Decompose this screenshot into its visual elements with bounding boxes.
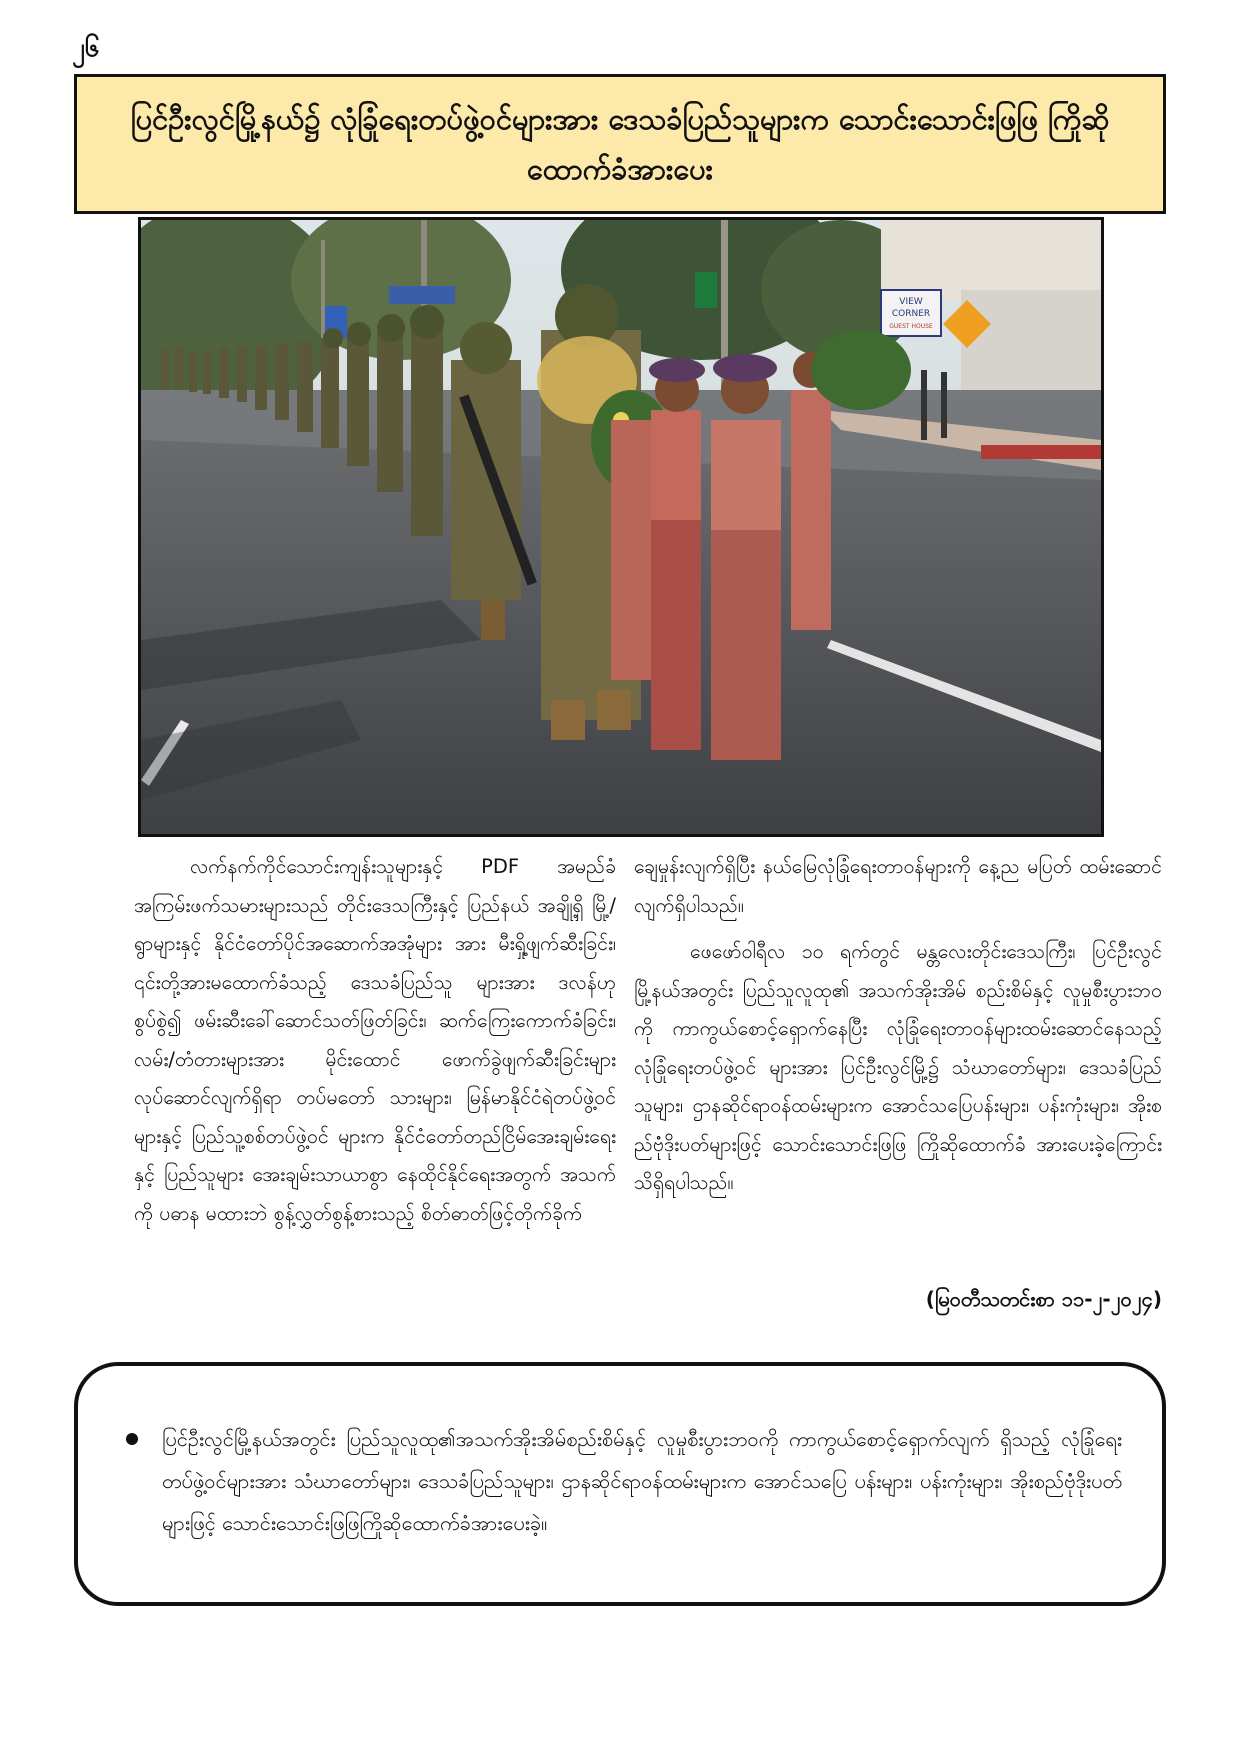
- article-paragraph-2: ဖေဖော်ဝါရီလ ၁၀ ရက်တွင် မန္တလေးတိုင်းဒေသကြီး၊ ပြင်ဦးလွင်မြို့နယ်အတွင်း ပြည်သူလူထု၏ အသက်အိုးအိမ် စည်းစိမ်နှင့် လူမှုစီးပွားဘဝကို ကာကွယ်စောင့်ရှောက်နေပြီး လုံခြုံရေးတာဝန်များထမ်းဆောင်နေသည့် လုံခြုံရေးတပ်ဖွဲ့ဝင် များအား ပြင်ဦးလွင်မြို့၌ သံဃာတော်များ၊ ဒေသခံပြည်သူများ၊ ဌာနဆိုင်ရာဝန်ထမ်းများက အောင်သပြေပန်းများ၊ ပန်းကုံးများ၊ အိုးစည်ဗုံံဒိုးပတ်များဖြင့် သောင်းသောင်းဖြဖြ ကြိုဆိုထောက်ခံ အားပေးခဲ့ကြောင်း သိရှိရပါသည်။: [634, 940, 1162, 1194]
- sign-text-guest-house: GUEST HOUSE: [889, 323, 933, 330]
- summary-list: [126, 1418, 1122, 1544]
- sign-text-view: VIEW: [899, 297, 923, 307]
- article-column-left: [134, 848, 616, 1241]
- photo-illustration: [141, 220, 1101, 834]
- headline: ပြင်ဦးလွင်မြို့နယ်၌ လုံခြုံရေးတပ်ဖွဲ့ဝင်များအား ဒေသခံပြည်သူများက သောင်းသောင်းဖြဖြ ကြိုဆိုထောက်ခံအားပေး: [130, 102, 1110, 186]
- summary-box: [74, 1362, 1166, 1606]
- source-citation: (မြဝတီသတင်းစာ ၁၁-၂-၂၀၂၄): [925, 1287, 1162, 1311]
- headline-box: [74, 74, 1166, 214]
- bullet-icon: [126, 1433, 138, 1445]
- article-paragraph-1-continued: ချေမှုန်းလျက်ရှိပြီး နယ်မြေလုံခြုံရေးတာဝန်များကို နေ့ည မပြတ် ထမ်းဆောင်လျက်ရှိပါသည်။: [634, 855, 1162, 917]
- summary-item: [126, 1418, 1122, 1544]
- page-number: ၂၆: [72, 33, 100, 63]
- sign-text-corner: CORNER: [891, 309, 931, 319]
- news-photo: [138, 217, 1104, 837]
- article-column-right: [634, 848, 1162, 1211]
- summary-item-text: ပြင်ဦးလွင်မြို့နယ်အတွင်း ပြည်သူလူထု၏အသက်အိုးအိမ်စည်းစိမ်နှင့် လူမှုစီးပွားဘဝကို ကာကွယ်စောင့်ရှောက်လျက် ရှိသည့် လုံခြုံရေးတပ်ဖွဲ့ဝင်များအား သံဃာတော်များ၊ ဒေသခံပြည်သူများ၊ ဌာနဆိုင်ရာဝန်ထမ်းများက အောင်သပြေ ပန်းများ၊ ပန်းကုံးများ၊ အိုးစည်ဗုံံဒိုးပတ်များဖြင့် သောင်းသောင်းဖြဖြကြိုဆိုထောက်ခံအားပေးခဲ့။: [162, 1427, 1122, 1535]
- article-paragraph-1: လက်နက်ကိုင်သောင်းကျန်းသူများနှင့် PDF အမည်ခံ အကြမ်းဖက်သမားများသည် တိုင်းဒေသကြီးနှင့် ပြည်နယ် အချို့ရှိ မြို့/ရွာများနှင့် နိုင်ငံတော်ပိုင်အဆောက်အအုံများ အား မီးရှို့ဖျက်ဆီးခြင်း၊ ၎င်းတို့အားမထောက်ခံသည့် ဒေသခံပြည်သူ များအား ဒလန်ဟု စွပ်စွဲ၍ ဖမ်းဆီးခေါ်ဆောင်သတ်ဖြတ်ခြင်း၊ ဆက်ကြေးကောက်ခံခြင်း၊ လမ်း/တံတားများအား မိုင်းထောင် ဖောက်ခွဲဖျက်ဆီးခြင်းများ လုပ်ဆောင်လျက်ရှိရာ တပ်မတော် သားများ၊ မြန်မာနိုင်ငံရဲတပ်ဖွဲ့ဝင်များနှင့် ပြည်သူ့စစ်တပ်ဖွဲ့ဝင် များက နိုင်ငံတော်တည်ငြိမ်အေးချမ်းရေးနှင့် ပြည်သူများ အေးချမ်းသာယာစွာ နေထိုင်နိုင်ရေးအတွက် အသက်ကို ပဓာန မထားဘဲ စွန့်လွှတ်စွန့်စားသည့် စိတ်ဓာတ်ဖြင့်တိုက်ခိုက်: [134, 855, 616, 1225]
